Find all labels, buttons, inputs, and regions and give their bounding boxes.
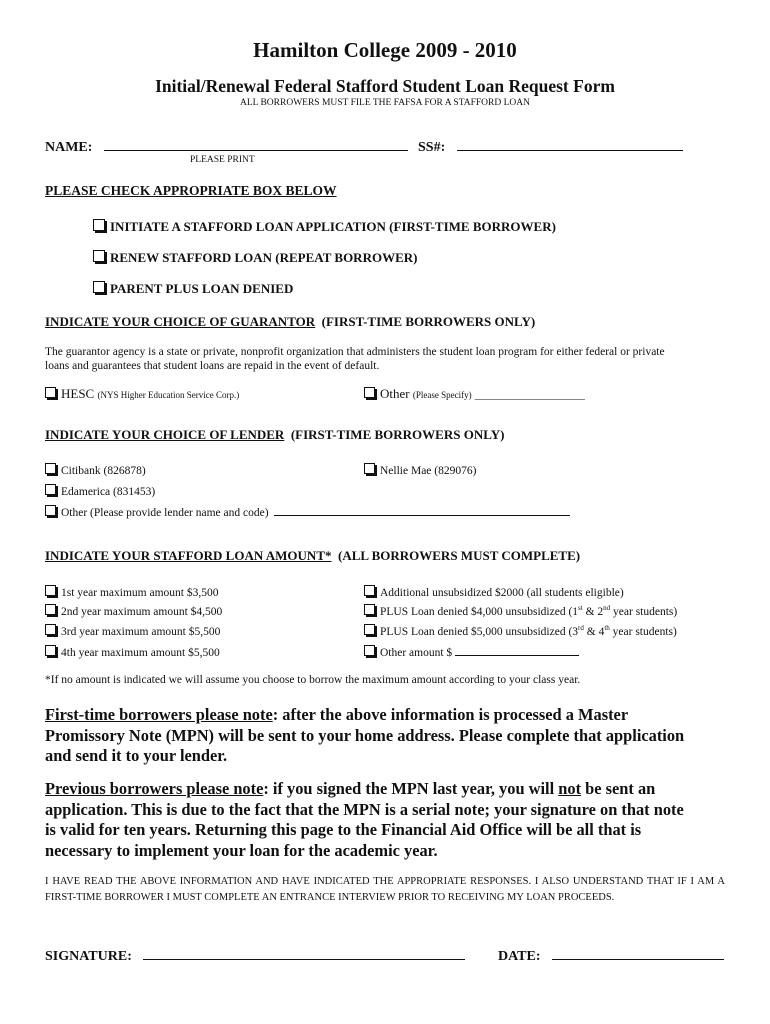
guarantor-desc-2: loans and guarantees that student loans are repaid in the event of default.: [45, 360, 380, 372]
initiate-checkbox[interactable]: [93, 219, 105, 231]
edamerica-label: Edamerica (831453): [61, 486, 156, 498]
guarantor-heading-text: INDICATE YOUR CHOICE OF GUARANTOR: [45, 314, 316, 329]
nellie-checkbox[interactable]: [364, 463, 375, 474]
other-amount-checkbox[interactable]: [364, 645, 375, 656]
amount-plus-1: [364, 604, 677, 618]
amount-other: [364, 645, 579, 659]
renew-checkbox[interactable]: [93, 250, 105, 262]
additional-checkbox[interactable]: [364, 585, 375, 596]
first-time-note: [45, 705, 685, 767]
year-2-checkbox[interactable]: [45, 604, 56, 615]
lender-other-field[interactable]: [274, 515, 570, 516]
lender-other-checkbox[interactable]: [45, 505, 56, 516]
option-parent-plus-label: PARENT PLUS LOAN DENIED: [110, 281, 294, 296]
year-1-checkbox[interactable]: [45, 585, 56, 596]
date-field[interactable]: [552, 959, 724, 960]
additional-label: Additional unsubsidized $2000 (all students eligible): [380, 587, 624, 599]
hesc-label: HESC: [61, 386, 95, 401]
lender-heading-text: INDICATE YOUR CHOICE OF LENDER: [45, 427, 285, 442]
other-amount-label: Other amount $: [380, 647, 453, 659]
fafsa-notice: ALL BORROWERS MUST FILE THE FAFSA FOR A STAFFORD LOAN: [239, 98, 530, 108]
option-renew-label: RENEW STAFFORD LOAN (REPEAT BORROWER): [110, 250, 418, 265]
option-parent-plus: [93, 281, 293, 297]
signature-label: SIGNATURE:: [45, 949, 132, 964]
year-4-checkbox[interactable]: [45, 645, 56, 656]
hesc-option: [45, 386, 239, 402]
lender-heading: [45, 427, 504, 443]
lender-other-option: [45, 505, 570, 519]
first-time-note-label: First-time borrowers please note: [45, 705, 273, 724]
previous-note-not: not: [558, 779, 582, 798]
plus-2-label: PLUS Loan denied $5,000 unsubsidized (3rd & 4th year students): [380, 624, 677, 638]
lender-citibank-option: [45, 463, 146, 477]
amount-year-4: [45, 645, 220, 659]
please-print-hint: PLEASE PRINT: [190, 155, 255, 165]
amount-heading-text: INDICATE YOUR STAFFORD LOAN AMOUNT*: [45, 548, 332, 563]
amount-year-3: [45, 624, 220, 638]
form-title: Hamilton College 2009 - 2010: [253, 38, 517, 62]
citibank-label: Citibank (826878): [61, 465, 146, 477]
amount-plus-2: [364, 624, 677, 638]
amount-footnote: *If no amount is indicated we will assume you choose to borrow the maximum amount according to your class year.: [45, 674, 581, 686]
guarantor-other-checkbox[interactable]: [364, 387, 375, 398]
amount-year-1: [45, 585, 218, 599]
previous-note-label: Previous borrowers please note: [45, 779, 264, 798]
guarantor-other-option: [364, 386, 585, 402]
previous-note: Previous borrowers please note: if you signed the MPN last year, you will not be sent an application. This is due to the fact that the MPN is a serial note; your signature on that note is valid for ten years. Returning this page to the Financial Aid Office will be all that is necessary to implement your loan for the academic year.: [45, 779, 684, 860]
amount-heading: [45, 548, 580, 564]
parent-plus-checkbox[interactable]: [93, 281, 105, 293]
amount-additional: [364, 585, 624, 599]
plus-1-checkbox[interactable]: [364, 604, 375, 615]
check-box-heading: PLEASE CHECK APPROPRIATE BOX BELOW: [45, 183, 337, 198]
plus-1-label: PLUS Loan denied $4,000 unsubsidized (1st & 2nd year students): [380, 604, 678, 618]
guarantor-other-label: Other: [380, 386, 410, 401]
option-renew: [93, 250, 417, 266]
option-initiate-label: INITIATE A STAFFORD LOAN APPLICATION (FIRST-TIME BORROWER): [110, 219, 556, 234]
year-4-label: 4th year maximum amount $5,500: [61, 647, 220, 659]
signature-field[interactable]: [143, 959, 465, 960]
year-2-label: 2nd year maximum amount $4,500: [61, 606, 223, 618]
guarantor-other-blank[interactable]: ____________________: [474, 389, 585, 401]
amount-year-2: [45, 604, 222, 618]
option-initiate: [93, 219, 556, 235]
plus-2-checkbox[interactable]: [364, 624, 375, 635]
hesc-note: (NYS Higher Education Service Corp.): [97, 390, 240, 400]
lender-other-label: Other (Please provide lender name and code): [61, 507, 269, 519]
ss-label: SS#:: [418, 140, 446, 155]
hesc-checkbox[interactable]: [45, 387, 56, 398]
nellie-label: Nellie Mae (829076): [380, 465, 477, 477]
first-time-note-text: : after the above information is processed a Master Promissory Note (MPN) will be sent to your home address. Please complete that application and send it to your lender.: [45, 705, 685, 765]
name-label: NAME:: [45, 140, 93, 155]
guarantor-heading-note: (FIRST-TIME BORROWERS ONLY): [321, 314, 536, 329]
amount-heading-note: (ALL BORROWERS MUST COMPLETE): [338, 548, 581, 563]
year-3-label: 3rd year maximum amount $5,500: [61, 626, 221, 638]
year-1-label: 1st year maximum amount $3,500: [61, 587, 219, 599]
year-3-checkbox[interactable]: [45, 624, 56, 635]
lender-nellie-option: [364, 463, 476, 477]
edamerica-checkbox[interactable]: [45, 484, 56, 495]
date-label: DATE:: [498, 949, 541, 964]
lender-edamerica-option: [45, 484, 155, 498]
ss-field[interactable]: [457, 150, 683, 151]
guarantor-other-note: (Please Specify): [412, 390, 472, 400]
citibank-checkbox[interactable]: [45, 463, 56, 474]
acknowledgement-text: I HAVE READ THE ABOVE INFORMATION AND HAVE INDICATED THE APPROPRIATE RESPONSES. I ALSO UNDERSTAND THAT IF I AM A FIRST-TIME BORROWER I MUST COMPLETE AN ENTRANCE INTERVIEW PRIOR TO RECEIVING MY LOAN PROCEEDS.: [45, 876, 725, 903]
form-subtitle: Initial/Renewal Federal Stafford Student Loan Request Form: [155, 76, 615, 96]
other-amount-field[interactable]: [455, 655, 579, 656]
lender-heading-note: (FIRST-TIME BORROWERS ONLY): [290, 427, 505, 442]
guarantor-desc-1: The guarantor agency is a state or private, nonprofit organization that administers the student loan program for either federal or private: [45, 346, 665, 358]
guarantor-heading: [45, 314, 535, 330]
name-field[interactable]: [104, 150, 408, 151]
